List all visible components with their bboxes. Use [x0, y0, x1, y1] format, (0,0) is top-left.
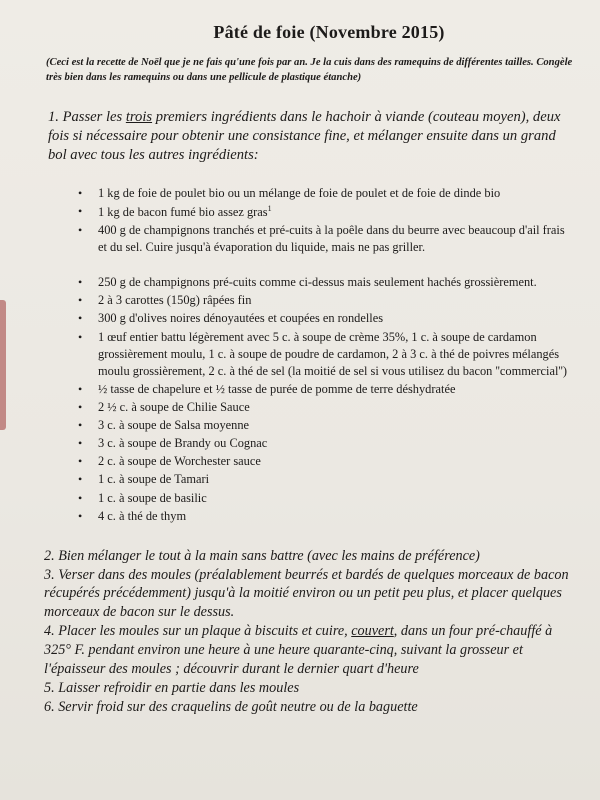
step-3: 3. Verser dans des moules (préalablement beurrés et bardés de quelques morceaux de bacon récupérés précédemment) jusqu'à la moitié environ ou un petit peu plus, et placer quelques morceaux de bacon sur le dessus.	[44, 566, 569, 621]
ingredient-item: • 1 c. à soupe de basilic	[78, 490, 207, 505]
bullet-icon: •	[78, 508, 83, 523]
ingredient-list	[44, 185, 574, 525]
ingredient-item: • 1 kg de bacon fumé bio assez gras$^1$	[78, 203, 272, 219]
step-1-underlined: trois	[125, 108, 153, 125]
footnote-mark: 1	[267, 203, 272, 213]
step-1-suffix: premiers ingrédients dans le hachoir à viande (couteau moyen), deux fois si nécessaire pour obtenir une consistance fine, et mélanger ensuite dans un grand bol avec tous les autres ingrédients:	[48, 108, 561, 163]
red-edge-mark	[0, 300, 6, 430]
ingredient-item: • 1 kg de foie de poulet bio ou un mélange de foie de poulet et de foie de dinde bio	[78, 185, 501, 200]
ingredient-item: • 250 g de champignons pré-cuits comme ci-dessus mais seulement hachés grossièrement.	[78, 275, 537, 290]
step-4	[44, 622, 574, 679]
bullet-icon: •	[78, 311, 83, 326]
steps-section	[44, 547, 574, 717]
bullet-icon: •	[78, 329, 83, 344]
intro-note: (Ceci est la recette de Noël que je ne fais qu'une fois par an. Je la cuis dans des ramequins de différentes tailles. Congèle très bien dans les ramequins ou dans une pellicule de plastique étanche)	[46, 57, 573, 84]
bullet-icon: •	[78, 418, 83, 433]
bullet-icon: •	[78, 436, 83, 451]
ingredient-item: • 400 g de champignons tranchés et pré-cuits à la poêle dans du beurre avec beaucoup d'ail frais et du sel. Cuire jusqu'à évaporation du liquide, mais ne pas griller.	[78, 222, 565, 255]
ingredient-item: • 300 g d'olives noires dénoyautées et coupées en rondelles	[78, 311, 384, 326]
bullet-icon: •	[78, 203, 83, 218]
step-4-underlined: couvert	[351, 623, 394, 640]
bullet-icon: •	[78, 454, 83, 469]
step-2: 2. Bien mélanger le tout à la main sans battre (avec les mains de préférence)	[44, 547, 480, 564]
ingredient-item: • ½ tasse de chapelure et ½ tasse de purée de pomme de terre déshydratée	[78, 381, 456, 396]
ingredient-item: • 3 c. à soupe de Brandy ou Cognac	[78, 436, 268, 451]
step-1	[48, 108, 574, 165]
step-4-suffix: , dans un four pré-chauffé à 325° F. pendant environ une heure à une heure quarante-cinq, suivant la grosseur et l'épaisseur des moules ; découvrir durant le dernier quart d'heure	[44, 623, 553, 677]
ingredient-item: • 3 c. à soupe de Salsa moyenne	[78, 418, 250, 433]
bullet-icon: •	[78, 381, 83, 396]
ingredient-item: • 2 c. à soupe de Worchester sauce	[78, 454, 261, 469]
step-5: 5. Laisser refroidir en partie dans les moules	[44, 679, 300, 696]
bullet-icon: •	[78, 490, 83, 505]
bullet-icon: •	[78, 293, 83, 308]
step-1-prefix: 1. Passer les	[48, 108, 126, 125]
bullet-icon: •	[78, 399, 83, 414]
bullet-icon: •	[78, 275, 83, 290]
ingredient-item: • 1 œuf entier battu légèrement avec 5 c. à soupe de crème 35%, 1 c. à soupe de cardamon grossièrement moulu, 1 c. à soupe de poudre de cardamon, 2 à 3 c. à thé de poivres mélangés moulu grossièrement, 2 c. à thé de sel (la moitié de sel si vous utilisez du bacon ''commercial'')	[78, 329, 567, 378]
step-6: 6. Servir froid sur des craquelins de goût neutre ou de la baguette	[44, 698, 418, 715]
step-4-prefix: 4. Placer les moules sur un plaque à biscuits et cuire,	[44, 623, 352, 640]
ingredient-item: • 4 c. à thé de thym	[78, 508, 187, 523]
ingredient-item: • 2 à 3 carottes (150g) râpées fin	[78, 293, 252, 308]
bullet-icon: •	[78, 185, 83, 200]
page-title: Pâté de foie (Novembre 2015)	[213, 22, 445, 42]
ingredient-item: • 1 c. à soupe de Tamari	[78, 472, 210, 487]
bullet-icon: •	[78, 222, 83, 237]
bullet-icon: •	[78, 472, 83, 487]
ingredient-item: • 2 ½ c. à soupe de Chilie Sauce	[78, 399, 250, 414]
